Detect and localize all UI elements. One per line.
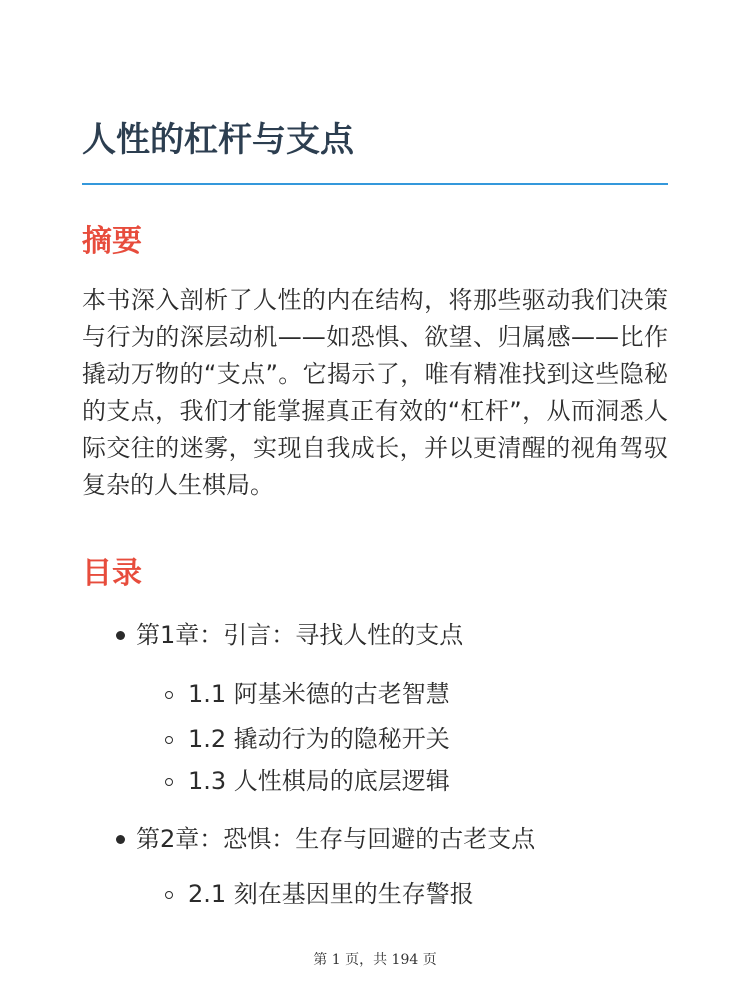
bullet-circle-icon (165, 778, 173, 786)
toc-subitem-label: 1.1 阿基米德的古老智慧 (188, 680, 450, 708)
toc-item (136, 822, 535, 856)
toc-item-label: 第2章：恐惧：生存与回避的古老支点 (136, 825, 536, 853)
toc-subitem (188, 677, 450, 711)
toc-subitem-label: 2.1 刻在基因里的生存警报 (188, 880, 474, 908)
toc-item-label: 第1章：引言：寻找人性的支点 (136, 621, 464, 649)
bullet-circle-icon (165, 736, 173, 744)
bullet-disc-icon (116, 631, 125, 640)
title-divider (82, 183, 668, 185)
toc-subitem-label: 1.2 撬动行为的隐秘开关 (188, 725, 450, 753)
toc-subitem (188, 722, 450, 756)
abstract-heading: 摘要 (82, 224, 142, 259)
toc-item (136, 618, 463, 652)
toc-subitem (188, 877, 474, 911)
bullet-disc-icon (116, 835, 125, 844)
toc-subitem-label: 1.3 人性棋局的底层逻辑 (188, 767, 450, 795)
bullet-circle-icon (165, 691, 173, 699)
page-number-footer: 第 1 页，共 194 页 (313, 952, 437, 968)
bullet-circle-icon (165, 891, 173, 899)
toc-heading: 目录 (82, 556, 142, 591)
toc-subitem (188, 764, 450, 798)
abstract-paragraph: 本书深入剖析了人性的内在结构，将那些驱动我们决策与行为的深层动机——如恐惧、欲望、归属感——比作撬动万物的“支点”。它揭示了，唯有精准找到这些隐秘的支点，我们才能掌握真正有效的“杠杆”，从而洞悉人际交往的迷雾，实现自我成长，并以更清醒的视角驾驭复杂的人生棋局。 (82, 286, 668, 499)
document-title: 人性的杠杆与支点 (82, 120, 354, 160)
